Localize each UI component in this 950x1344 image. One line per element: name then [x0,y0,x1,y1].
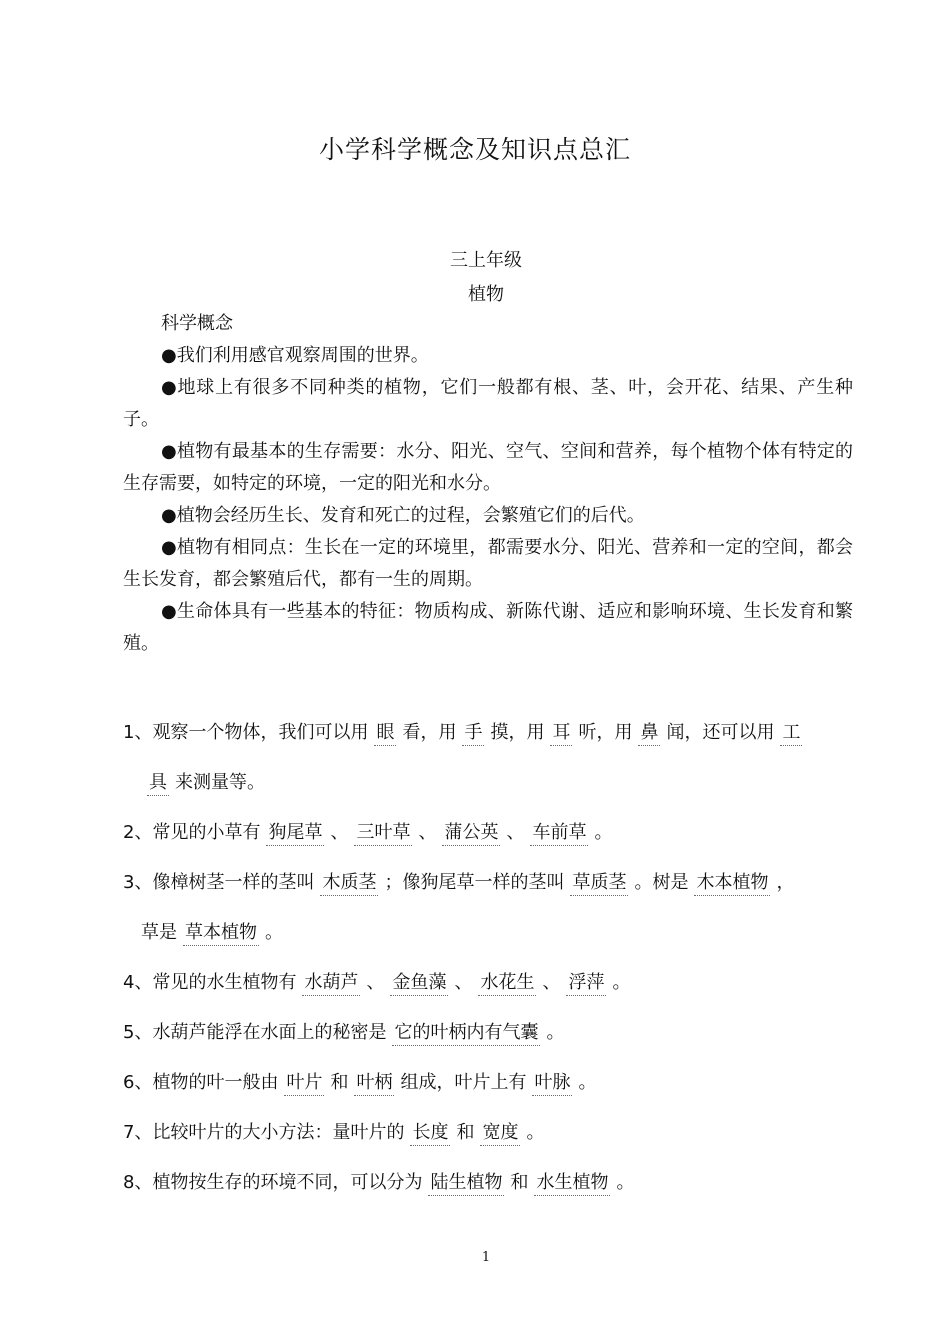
question-text: 5、水葫芦能浮在水面上的秘密是 [123,1022,387,1043]
question-text: 摸，用 [490,722,545,743]
question-text: 3、像樟树茎一样的茎叫 [123,872,315,893]
question-text: 、 [418,822,437,843]
question-text: 。 [578,1072,597,1093]
answer-blank: 耳 [550,721,572,746]
unit-heading: 植物 [468,284,504,305]
question-text: 、 [542,972,561,993]
concepts-heading: 科学概念 [161,313,233,334]
question-text: 。 [526,1122,545,1143]
question-2 [123,808,863,858]
answer-blank: 手 [462,721,484,746]
question-text: 闻，还可以用 [666,722,775,743]
question-text: 2、常见的小草有 [123,822,261,843]
answer-blank: 草质茎 [570,871,628,896]
question-text: 和 [330,1072,349,1093]
question-3 [123,858,863,908]
answer-blank: 水生植物 [534,1171,610,1196]
answer-blank: 陆生植物 [428,1171,504,1196]
question-8 [123,1158,863,1208]
question-text: 8、植物按生存的环境不同，可以分为 [123,1172,423,1193]
question-1 [123,708,863,758]
grade-heading: 三上年级 [450,250,522,271]
concept-item: ●植物有最基本的生存需要：水分、阳光、空气、空间和营养，每个植物个体有特定的生存需要，如特定的环境，一定的阳光和水分。 [123,441,853,494]
question-text: 听，用 [578,722,633,743]
question-7 [123,1108,863,1158]
question-text: 。 [265,922,283,943]
answer-blank: 眼 [374,721,396,746]
question-6 [123,1058,863,1108]
question-text: ；像狗尾草一样的茎叫 [384,872,565,893]
answer-blank: 水葫芦 [302,971,360,996]
question-1-continued [123,758,863,808]
answer-blank: 水花生 [478,971,536,996]
answer-blank: 宽度 [480,1121,520,1146]
question-text: 组成，叶片上有 [400,1072,527,1093]
question-text: ， [776,872,795,893]
question-text: 1、观察一个物体，我们可以用 [123,722,369,743]
question-text: 草是 [141,922,177,943]
answer-blank: 鼻 [638,721,660,746]
concept-item: ●地球上有很多不同种类的植物，它们一般都有根、茎、叶，会开花、结果、产生种子。 [123,377,853,430]
answer-blank: 木本植物 [694,871,770,896]
answer-blank: 长度 [410,1121,450,1146]
document-title: 小学科学概念及知识点总汇 [318,135,631,164]
answer-blank: 蒲公英 [442,821,500,846]
question-text: 。 [616,1172,635,1193]
answer-blank: 狗尾草 [266,821,324,846]
fill-in-questions [123,708,863,1208]
question-text: 7、比较叶片的大小方法：量叶片的 [123,1122,405,1143]
question-3-continued [123,908,863,958]
answer-blank: 具 [147,771,169,796]
answer-blank: 金鱼藻 [390,971,448,996]
question-text: 。 [546,1022,565,1043]
question-text: 、 [366,972,385,993]
answer-blank: 叶脉 [532,1071,572,1096]
answer-blank: 叶片 [284,1071,324,1096]
answer-blank: 叶柄 [354,1071,394,1096]
science-concepts [123,308,853,660]
question-text: 、 [330,822,349,843]
question-text: 和 [510,1172,529,1193]
answer-blank: 工 [780,721,802,746]
question-text: 。树是 [634,872,689,893]
concept-item: ●我们利用感官观察周围的世界。 [161,345,429,366]
question-text: 、 [506,822,525,843]
question-text: 来测量等。 [175,772,265,793]
question-text: 4、常见的水生植物有 [123,972,297,993]
answer-blank: 它的叶柄内有气囊 [392,1021,540,1046]
question-text: 6、植物的叶一般由 [123,1072,279,1093]
answer-blank: 浮萍 [566,971,606,996]
answer-blank: 车前草 [530,821,588,846]
question-4 [123,958,863,1008]
question-text: 、 [454,972,473,993]
concept-item: ●植物会经历生长、发育和死亡的过程，会繁殖它们的后代。 [161,505,645,526]
answer-blank: 三叶草 [354,821,412,846]
answer-blank: 木质茎 [320,871,378,896]
concept-item: ●植物有相同点：生长在一定的环境里，都需要水分、阳光、营养和一定的空间，都会生长发育，都会繁殖后代，都有一生的周期。 [123,537,853,590]
question-text: 。 [594,822,613,843]
concept-item: ●生命体具有一些基本的特征：物质构成、新陈代谢、适应和影响环境、生长发育和繁殖。 [123,601,853,654]
question-text: 看，用 [402,722,457,743]
question-text: 和 [456,1122,475,1143]
page-number: 1 [481,1250,491,1265]
answer-blank: 草本植物 [183,921,259,946]
question-text: 。 [612,972,631,993]
question-5 [123,1008,863,1058]
